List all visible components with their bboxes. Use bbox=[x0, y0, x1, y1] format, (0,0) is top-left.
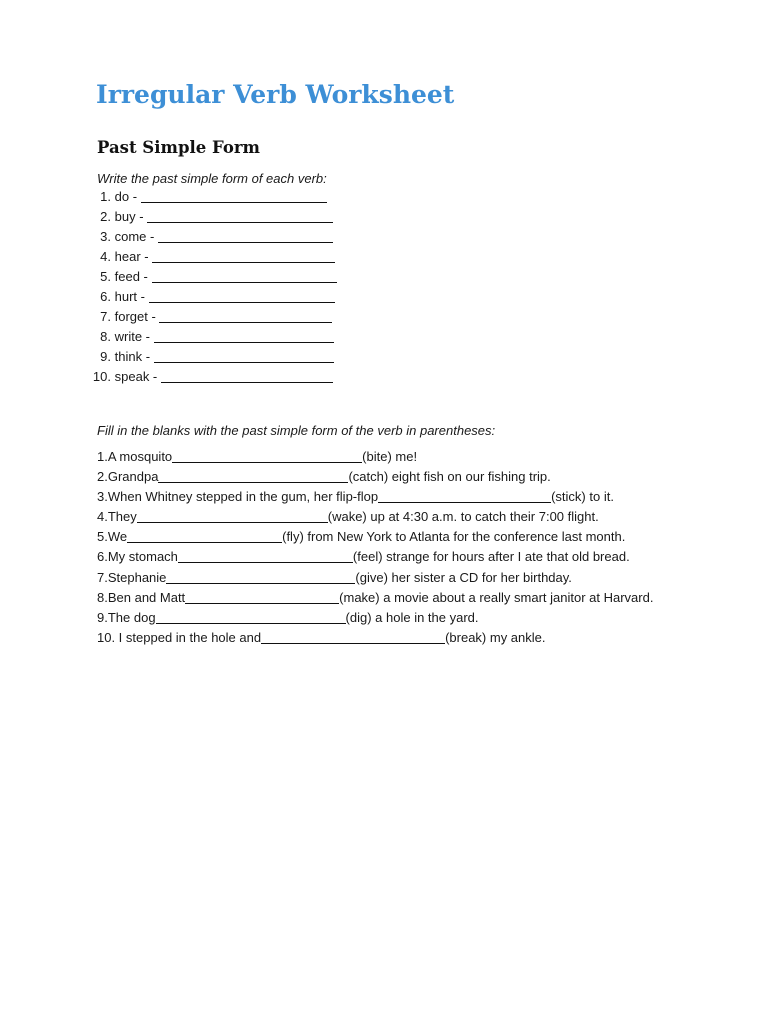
verb-item: 3. come - bbox=[90, 227, 337, 247]
page-title: Irregular Verb Worksheet bbox=[96, 80, 455, 109]
fill-instructions: Fill in the blanks with the past simple form of the verb in parentheses: bbox=[97, 423, 496, 438]
sentence-item bbox=[97, 447, 653, 467]
sentence-start: 2.Grandpa bbox=[97, 469, 159, 485]
verb-label: write - bbox=[114, 329, 151, 344]
verb-label: speak - bbox=[114, 369, 158, 384]
verb-item: 5. feed - bbox=[90, 267, 337, 287]
sentence-start: 1.A mosquito bbox=[97, 449, 173, 464]
verb-list bbox=[90, 187, 337, 387]
section-heading: Past Simple Form bbox=[97, 138, 260, 157]
verb-item: 4. hear - bbox=[90, 247, 337, 267]
answer-blank[interactable] bbox=[378, 489, 551, 503]
verb-label: feed - bbox=[114, 269, 148, 284]
sentence-end: (bite) me! bbox=[362, 449, 418, 464]
sentence-end: (give) her sister a CD for her birthday. bbox=[355, 569, 572, 585]
answer-blank[interactable] bbox=[147, 209, 333, 223]
verb-label: do - bbox=[114, 189, 138, 204]
sentence-item bbox=[97, 547, 653, 567]
answer-blank[interactable] bbox=[137, 509, 328, 523]
sentence-start: 10. I stepped in the hole and bbox=[97, 629, 262, 645]
answer-blank[interactable] bbox=[154, 349, 334, 363]
verb-label: hurt - bbox=[114, 289, 145, 304]
sentence-start: 5.We bbox=[97, 529, 128, 545]
sentence-start: 6.My stomach bbox=[97, 549, 178, 565]
sentence-item bbox=[97, 527, 653, 547]
sentence-item bbox=[97, 608, 653, 628]
verb-label: forget - bbox=[114, 309, 156, 324]
sentence-item bbox=[97, 568, 653, 588]
verb-label: buy - bbox=[114, 209, 144, 224]
sentence-end: (make) a movie about a really smart janitor at Harvard. bbox=[339, 589, 654, 605]
answer-blank[interactable] bbox=[156, 610, 346, 624]
answer-blank[interactable] bbox=[159, 309, 332, 323]
sentence-item bbox=[97, 467, 653, 487]
answer-blank[interactable] bbox=[158, 469, 348, 483]
sentence-item bbox=[97, 628, 653, 648]
sentence-list bbox=[97, 447, 653, 648]
sentence-start: 8.Ben and Matt bbox=[97, 589, 186, 605]
answer-blank[interactable] bbox=[152, 269, 337, 283]
sentence-item bbox=[97, 507, 653, 527]
answer-blank[interactable] bbox=[161, 369, 333, 383]
sentence-item bbox=[97, 487, 653, 507]
sentence-end: (break) my ankle. bbox=[445, 629, 546, 645]
verb-item: 2. buy - bbox=[90, 207, 337, 227]
answer-blank[interactable] bbox=[141, 189, 327, 203]
verb-item: 8. write - bbox=[90, 327, 337, 347]
verb-label: think - bbox=[114, 349, 151, 364]
answer-blank[interactable] bbox=[166, 570, 355, 584]
verb-item: 1. do - bbox=[90, 187, 337, 207]
sentence-start: 4.They bbox=[97, 509, 137, 525]
verb-item: 10. speak - bbox=[90, 367, 337, 387]
sentence-end: (dig) a hole in the yard. bbox=[345, 609, 479, 625]
answer-blank[interactable] bbox=[149, 289, 335, 303]
verb-label: hear - bbox=[114, 249, 149, 264]
sentence-item bbox=[97, 588, 653, 608]
answer-blank[interactable] bbox=[178, 549, 353, 563]
sentence-start: 7.Stephanie bbox=[97, 569, 167, 585]
section-instructions: Write the past simple form of each verb: bbox=[97, 171, 327, 186]
verb-item: 6. hurt - bbox=[90, 287, 337, 307]
sentence-end: (fly) from New York to Atlanta for the conference last month. bbox=[282, 529, 626, 545]
sentence-end: (wake) up at 4:30 a.m. to catch their 7:00 flight. bbox=[327, 509, 599, 525]
answer-blank[interactable] bbox=[185, 590, 339, 604]
verb-item: 9. think - bbox=[90, 347, 337, 367]
sentence-end: (stick) to it. bbox=[551, 489, 614, 505]
sentence-start: 3.When Whitney stepped in the gum, her flip-flop bbox=[97, 489, 379, 505]
answer-blank[interactable] bbox=[152, 249, 335, 263]
answer-blank[interactable] bbox=[172, 449, 362, 463]
answer-blank[interactable] bbox=[127, 529, 282, 543]
sentence-start: 9.The dog bbox=[97, 609, 156, 625]
verb-label: come - bbox=[114, 229, 155, 244]
sentence-end: (catch) eight fish on our fishing trip. bbox=[348, 469, 551, 485]
answer-blank[interactable] bbox=[158, 229, 333, 243]
answer-blank[interactable] bbox=[154, 329, 334, 343]
sentence-end: (feel) strange for hours after I ate that old bread. bbox=[352, 549, 630, 565]
answer-blank[interactable] bbox=[261, 630, 445, 644]
verb-item: 7. forget - bbox=[90, 307, 337, 327]
